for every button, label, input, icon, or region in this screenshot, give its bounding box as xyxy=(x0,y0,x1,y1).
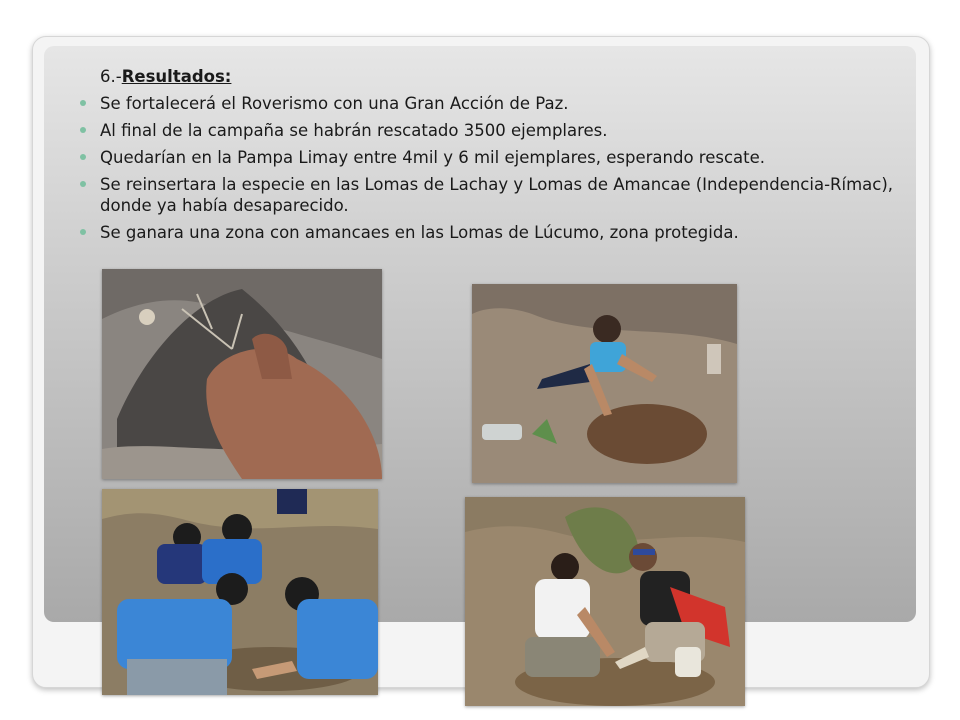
bullet-icon xyxy=(80,154,86,160)
bullet-text: Quedarían en la Pampa Limay entre 4mil y 6 mil ejemplares, esperando rescate. xyxy=(100,148,766,167)
photo-hand-seedling xyxy=(102,269,382,479)
child-planting-image xyxy=(472,284,737,483)
photo-volunteers-planting xyxy=(465,497,745,706)
bullet-text: Se fortalecerá el Roverismo con una Gran Acción de Paz. xyxy=(100,94,569,113)
list-item xyxy=(78,120,898,141)
bullet-text: Se ganara una zona con amancaes en las Lomas de Lúcumo, zona protegida. xyxy=(100,223,739,242)
photo-scouts-planting xyxy=(102,489,378,695)
bullet-text: Al final de la campaña se habrán rescatado 3500 ejemplares. xyxy=(100,121,608,140)
bullet-icon xyxy=(80,127,86,133)
list-item xyxy=(78,93,898,114)
list-item xyxy=(78,174,898,216)
bullet-text: Se reinsertara la especie en las Lomas de Lachay y Lomas de Amancae (Independencia-Rímac), donde ya había desaparecido. xyxy=(100,175,894,215)
bullet-icon xyxy=(80,181,86,187)
photo-child-planting xyxy=(472,284,737,483)
heading-title: Resultados: xyxy=(121,67,232,86)
bullet-icon xyxy=(80,229,86,235)
content-text xyxy=(78,66,898,249)
scouts-planting-image xyxy=(102,489,378,695)
list-item xyxy=(78,222,898,243)
list-item xyxy=(78,147,898,168)
hand-seedling-image xyxy=(102,269,382,479)
results-list xyxy=(78,93,898,243)
volunteers-planting-image xyxy=(465,497,745,706)
bullet-icon xyxy=(80,100,86,106)
heading-prefix: 6.- xyxy=(100,67,122,86)
section-heading xyxy=(78,66,898,87)
